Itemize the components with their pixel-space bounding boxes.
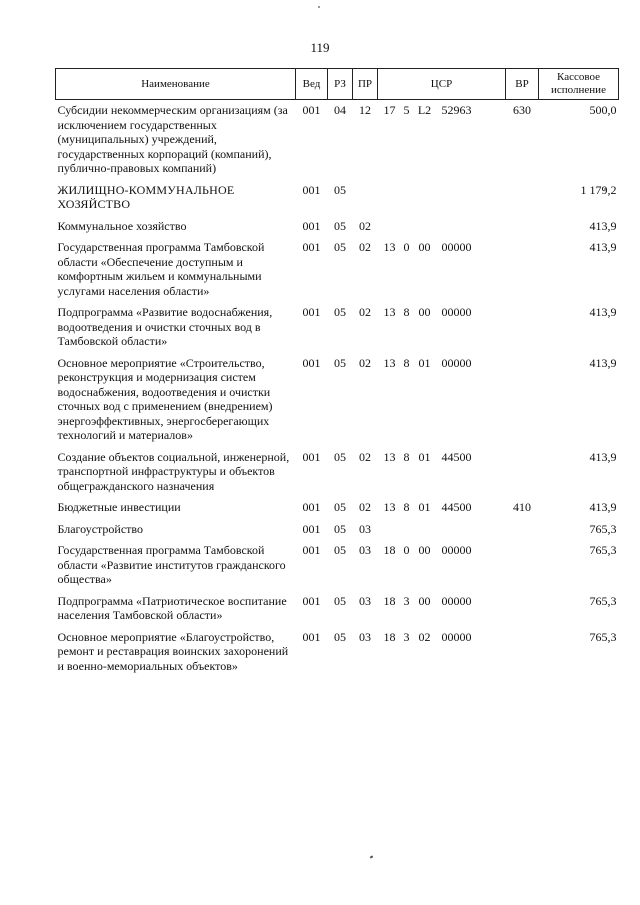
row-ved: 001 [302, 500, 321, 514]
csr-segment: 18 [383, 543, 396, 557]
row-vr: 630 [513, 103, 531, 117]
csr-segment: 0 [403, 240, 410, 254]
row-vr [506, 591, 539, 627]
row-name: Коммунальное хозяйство [57, 218, 187, 233]
header-pr: ПР [353, 69, 378, 100]
row-amount: 413,9 [589, 240, 617, 254]
row-name: Подпрограмма «Развитие водоснабжения, водоотведения и очистки сточных вод в Тамбовской области» [57, 305, 273, 348]
row-vr [506, 627, 539, 678]
row-pr [353, 180, 378, 216]
row-rz: 05 [334, 449, 346, 464]
row-ved: 001 [302, 629, 321, 644]
row-rz: 05 [334, 593, 346, 608]
row-rz: 05 [334, 629, 346, 644]
row-rz: 05 [334, 521, 346, 536]
row-name: Государственная программа Тамбовской области «Развитие институтов гражданского общества» [57, 543, 286, 586]
csr-segment: 01 [418, 355, 431, 370]
row-vr [506, 302, 539, 353]
row-ved: 001 [302, 182, 321, 197]
header-name: Наименование [56, 69, 296, 100]
csr-segment: 00 [418, 593, 431, 608]
csr-segment: 00000 [441, 305, 472, 319]
table-row [56, 447, 619, 498]
table-row [56, 519, 619, 541]
row-amount: 1 179,2 [580, 182, 617, 197]
row-csr [378, 540, 506, 591]
row-ved: 001 [302, 543, 321, 557]
header-ved: Вед [296, 69, 328, 100]
csr-segment: 3 [403, 629, 410, 644]
row-amount: 765,3 [589, 543, 617, 557]
csr-segment: 18 [383, 593, 396, 608]
row-amount: 413,9 [589, 449, 617, 464]
csr-segment: 13 [383, 500, 396, 514]
row-csr [378, 447, 506, 498]
table-row [56, 540, 619, 591]
row-name: Создание объектов социальной, инженерной, транспортной инфраструктуры и объектов общегражданского назначения [57, 449, 290, 493]
row-vr [506, 180, 539, 216]
row-ved: 001 [302, 305, 321, 319]
row-vr [506, 216, 539, 238]
csr-segment: 0 [403, 543, 410, 557]
row-vr [506, 237, 539, 302]
table-body [56, 100, 619, 678]
row-ved: 001 [302, 218, 321, 233]
row-pr: 12 [359, 103, 371, 117]
row-pr: 02 [359, 240, 371, 254]
row-rz: 05 [334, 218, 346, 233]
row-ved: 001 [302, 240, 321, 254]
row-rz: 05 [334, 240, 346, 254]
csr-segment: 13 [383, 240, 396, 254]
row-csr [378, 180, 506, 216]
row-csr [378, 519, 506, 541]
row-amount: 765,3 [589, 521, 617, 536]
csr-segment: 13 [383, 449, 396, 464]
row-name: Подпрограмма «Патриотическое воспитание населения Тамбовской области» [57, 593, 287, 622]
table-row [56, 353, 619, 447]
row-csr [378, 237, 506, 302]
row-pr: 03 [359, 521, 371, 536]
csr-segment: 8 [403, 355, 410, 370]
csr-segment: 01 [418, 500, 431, 514]
row-pr: 03 [359, 593, 371, 608]
csr-segment: 18 [383, 629, 396, 644]
table-row [56, 216, 619, 238]
row-name: Бюджетные инвестиции [57, 500, 181, 514]
row-rz: 05 [334, 543, 346, 557]
row-amount: 413,9 [589, 355, 617, 370]
budget-table [55, 68, 619, 677]
row-pr: 02 [359, 355, 371, 370]
row-name: Субсидии некоммерческим организациям (за исключением государственных (муниципальных) учреждений, государственных корпораций (компаний), публично-правовых компаний) [57, 103, 288, 175]
row-amount: 765,3 [589, 593, 617, 608]
header-rz: РЗ [328, 69, 353, 100]
csr-segment: 52963 [441, 103, 472, 117]
csr-segment: 00000 [441, 543, 472, 557]
row-csr [378, 216, 506, 238]
row-vr [506, 540, 539, 591]
scan-mark [370, 855, 374, 858]
row-vr [506, 447, 539, 498]
table-row [56, 302, 619, 353]
row-csr [378, 627, 506, 678]
row-pr: 03 [359, 543, 371, 557]
row-amount: 500,0 [589, 103, 617, 117]
row-name: Благоустройство [57, 521, 144, 536]
row-csr [378, 591, 506, 627]
table-row [56, 100, 619, 180]
page-number: 119 [310, 40, 330, 55]
csr-segment: 00000 [441, 629, 472, 644]
csr-segment: 44500 [441, 449, 472, 464]
row-amount: 413,9 [589, 218, 617, 233]
row-ved: 001 [302, 449, 321, 464]
header-amount: Кассовое исполнение [539, 69, 619, 100]
row-vr [506, 353, 539, 447]
row-pr: 03 [359, 629, 371, 644]
table-row [56, 591, 619, 627]
row-pr: 02 [359, 449, 371, 464]
table-row [56, 180, 619, 216]
row-pr: 02 [359, 500, 371, 514]
csr-segment: 00000 [441, 240, 472, 254]
csr-segment: 00000 [441, 593, 472, 608]
csr-segment: 44500 [441, 500, 472, 514]
row-pr: 02 [359, 305, 371, 319]
row-amount: 413,9 [589, 500, 617, 514]
scan-speck [318, 6, 320, 8]
table-header [56, 69, 619, 100]
row-rz: 05 [334, 305, 346, 319]
row-name: Основное мероприятие «Благоустройство, ремонт и реставрация воинских захоронений и военно-мемориальных объектов» [57, 629, 289, 673]
csr-segment: 13 [383, 305, 396, 319]
row-csr [378, 353, 506, 447]
row-name: ЖИЛИЩНО-КОММУНАЛЬНОЕ ХОЗЯЙСТВО [57, 182, 235, 211]
row-ved: 001 [302, 593, 321, 608]
table-row [56, 497, 619, 519]
row-rz: 05 [334, 355, 346, 370]
csr-segment: 00 [418, 240, 431, 254]
row-csr [378, 302, 506, 353]
header-vr: ВР [506, 69, 539, 100]
table-row [56, 627, 619, 678]
csr-segment: 00 [418, 305, 431, 319]
row-amount: 765,3 [589, 629, 617, 644]
row-csr [378, 100, 506, 180]
table-row [56, 237, 619, 302]
csr-segment: 02 [418, 629, 431, 644]
csr-segment: 01 [418, 449, 431, 464]
row-csr [378, 497, 506, 519]
row-vr [506, 519, 539, 541]
row-pr: 02 [359, 218, 371, 233]
row-ved: 001 [302, 103, 321, 117]
csr-segment: 3 [403, 593, 410, 608]
csr-segment: L2 [417, 103, 432, 117]
row-rz: 05 [334, 182, 346, 197]
csr-segment: 00 [418, 543, 431, 557]
csr-segment: 13 [383, 355, 396, 370]
csr-segment: 5 [403, 103, 410, 117]
csr-segment: 00000 [441, 355, 472, 370]
csr-segment: 8 [403, 305, 410, 319]
csr-segment: 8 [403, 449, 410, 464]
row-rz: 05 [334, 500, 346, 514]
row-amount: 413,9 [589, 305, 617, 319]
csr-segment: 8 [403, 500, 410, 514]
csr-segment: 17 [383, 103, 396, 117]
row-ved: 001 [302, 521, 321, 536]
row-name: Государственная программа Тамбовской области «Обеспечение доступным и комфортным жильем и коммунальными услугами населения области» [57, 240, 265, 298]
header-csr: ЦСР [378, 69, 506, 100]
row-vr: 410 [513, 500, 531, 514]
row-ved: 001 [302, 355, 321, 370]
row-rz: 04 [334, 103, 346, 117]
row-name: Основное мероприятие «Строительство, реконструкция и модернизация систем водоснабжения, водоотведения и очистки сточных вод с применением (внедрением) энергоэффективных, энергосберегающих технологий и материалов» [57, 355, 273, 442]
